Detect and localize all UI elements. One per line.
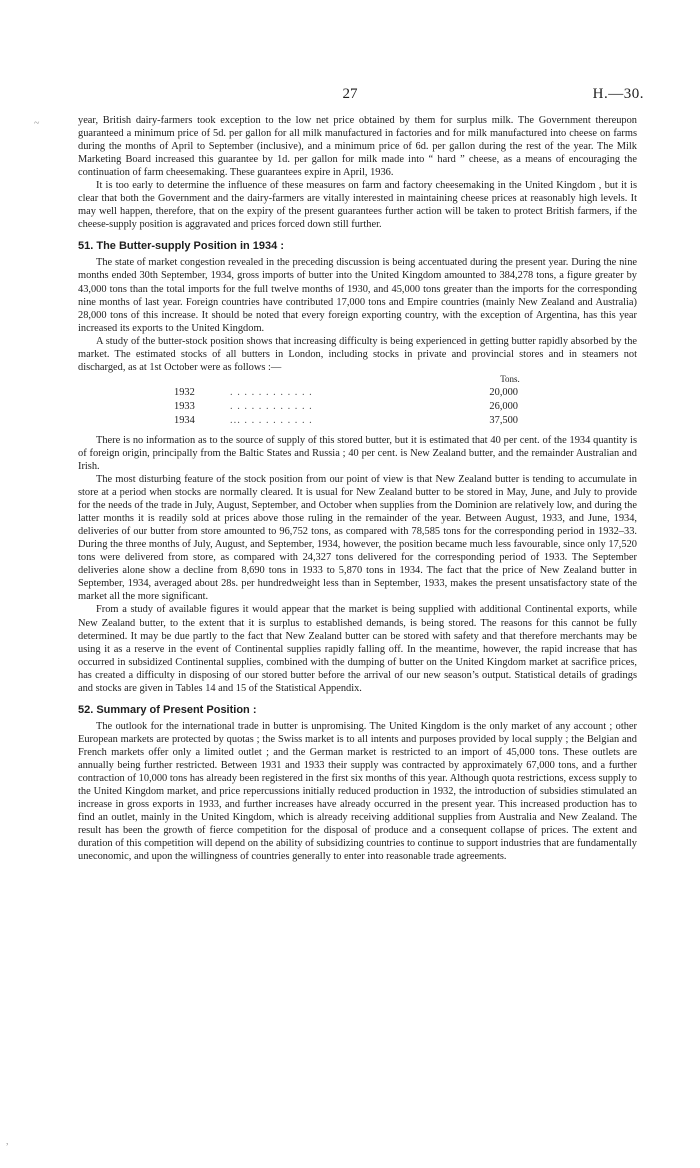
page-body	[78, 114, 637, 863]
stock-row	[174, 387, 518, 400]
section-51-paragraph-5: From a study of available figures it would appear that the market is being supplied with additional Continental exports, while New Zealand butter, to the extent that it is surplus to established demands, is being stored. The reasons for this cannot be fully determined. It may be due partly to the fact that New Zealand butter can be stored with safety and that therefore merchants may be using it as a reserve in the event of Continental supplies rapidly falling off. In the meantime, however, the rapid increase that has occurred in subsidized Continental supplies, combined with the dumping of butter on the United Kingdom market at sacrifice prices, has created a difficulty in disposing of our stored butter before the arrival of our new season’s output. Statistical details of gradings and stocks are given in Tables 14 and 15 of the Statistical Appendix.	[78, 604, 637, 694]
stock-row	[174, 401, 518, 414]
section-51-paragraph-4: The most disturbing feature of the stock position from our point of view is that New Zealand butter is tending to accumulate in store at a period when stocks are normally cleared. It is usual for New Zealand butter to be stored in May, June, and July to provide for the needs of the trade in July, August, September, and October when supplies from the Dominion are relatively low, and during the latter months it is readily sold at prices above those ruling in the remainder of the year. Between August, 1933, and June, 1934, deliveries of our butter from store amounted to 96,752 tons, as compared with 78,585 tons for the corresponding period in 1932–33. During the three months of July, August, and September, 1934, however, the position became much less favourable, since only 17,520 tons were delivered from store, as compared with 24,327 tons delivered for the corresponding period of 1933. The September deliveries alone show a decline from 8,690 tons in 1933 to 5,870 tons in 1934. The fact that the price of New Zealand butter in September, 1934, averaged about 28s. per hundredweight less than in September, 1933, makes the present unsatisfactory state of the market all the more significant.	[78, 473, 637, 603]
stock-tons: 26,000	[489, 400, 518, 412]
section-51-paragraph-3: There is no information as to the source of supply of this stored butter, but it is estimated that 40 per cent. of the 1934 quantity is of foreign origin, principally from the Baltic States and Russia ; 40 per cent. is New Zealand butter, and the remainder Australian and Irish.	[78, 434, 637, 472]
stock-row	[174, 415, 518, 428]
section-51-paragraph-2: A study of the butter-stock position shows that increasing difficulty is being experienced in getting butter rapidly absorbed by the market. The estimated stocks of all butters in London, including stocks in private and provincial stores and in steamers not discharged, as at 1st October were as follows :—	[78, 335, 637, 373]
margin-mark: ,	[6, 1136, 9, 1147]
stock-tons: 20,000	[489, 386, 518, 398]
section-51-heading: 51. The Butter-supply Position in 1934 :	[78, 240, 284, 253]
intro-paragraph-2: It is too early to determine the influence of these measures on farm and factory cheesemaking in the United Kingdom , but it is clear that both the Government and the dairy-farmers are vitally interested in maintaining cheese prices at reasonably high levels. It may well happen, therefore, that on the expiry of the present guarantees further action will be taken to protect British farmers, if the cheese-supply position is aggravated and prices forced down still further.	[78, 180, 637, 231]
page-number: 27	[342, 86, 358, 102]
stock-year: 1933	[174, 400, 195, 412]
section-51-paragraph-1: The state of market congestion revealed in the preceding discussion is being accentuated during the present year. During the nine months ended 30th September, 1934, gross imports of butter into the United Kingdom amounted to 384,278 tons, a figure greater by 43,000 tons than the total imports for the full twelve months of 1930, and 45,000 tons greater than the imports for the corresponding nine months of last year. Foreign countries have contributed 17,000 tons and Empire countries (mainly New Zealand and Australia) 28,000 tons of this increase. It should be noted that every foreign exporting country, with the exception of Argentina, has this year increased its exports to the United Kingdom.	[78, 257, 637, 334]
stock-leader: . . . . . . . . . . . .	[230, 386, 313, 398]
butter-stock-table	[78, 374, 637, 430]
stock-year: 1932	[174, 386, 195, 398]
stock-leader: . . . . . . . . . . . .	[230, 400, 313, 412]
margin-mark: ~	[34, 118, 40, 129]
stock-unit-label: Tons.	[500, 373, 520, 384]
stock-leader: ... . . . . . . . . . .	[230, 414, 313, 426]
section-52-heading: 52. Summary of Present Position :	[78, 703, 257, 716]
document-reference: H.—30.	[592, 86, 644, 102]
intro-paragraph-1: year, British dairy-farmers took exception to the low net price obtained by them for surplus milk. The Government thereupon guaranteed a minimum price of 5d. per gallon for all milk manufactured in factories and for milk manufactured into cheese on farms during the months of April to September (inclusive), and a minimum price of 6d. per gallon during the rest of the year. The Milk Marketing Board increased this guarantee by 1d. per gallon for milk made into “ hard ” cheese, as a means of encouraging the continuation of farm cheesemaking. These guarantees expire in April, 1936.	[78, 115, 637, 179]
stock-tons: 37,500	[489, 414, 518, 426]
section-52-paragraph-1: The outlook for the international trade in butter is unpromising. The United Kingdom is the only market of any account ; other European markets are protected by quotas ; the Swiss market is to all intents and purposes provided by local supply ; the Belgian and French markets offer only a limited outlet ; and the German market is restricted to an import of 45,000 tons. These outlets are annually being further restricted. Between 1931 and 1933 their supply was contracted by approximately 67,000 tons, and a further contraction of 10,000 tons has already been registered in the first six months of this year. Although quota restrictions, excess supply to the United Kingdom market, and price repercussions initially reduced production in 1932, the introduction of subsidies stimulated an increase in gross exports in 1933, and further increases have already occurred in the present year. This increased production has to find an outlet, mainly in the United Kingdom, which is already receiving additional supplies from Australia and New Zealand. The result has been the growth of fierce competition for the disposal of produce and a consequent collapse of prices. The extent and duration of this competition will depend on the ability of subsidizing countries to continue to support industries that are fundamentally uneconomic, and upon the willingness of countries generally to enter into reasonable trade agreements.	[78, 720, 637, 863]
stock-year: 1934	[174, 414, 195, 426]
